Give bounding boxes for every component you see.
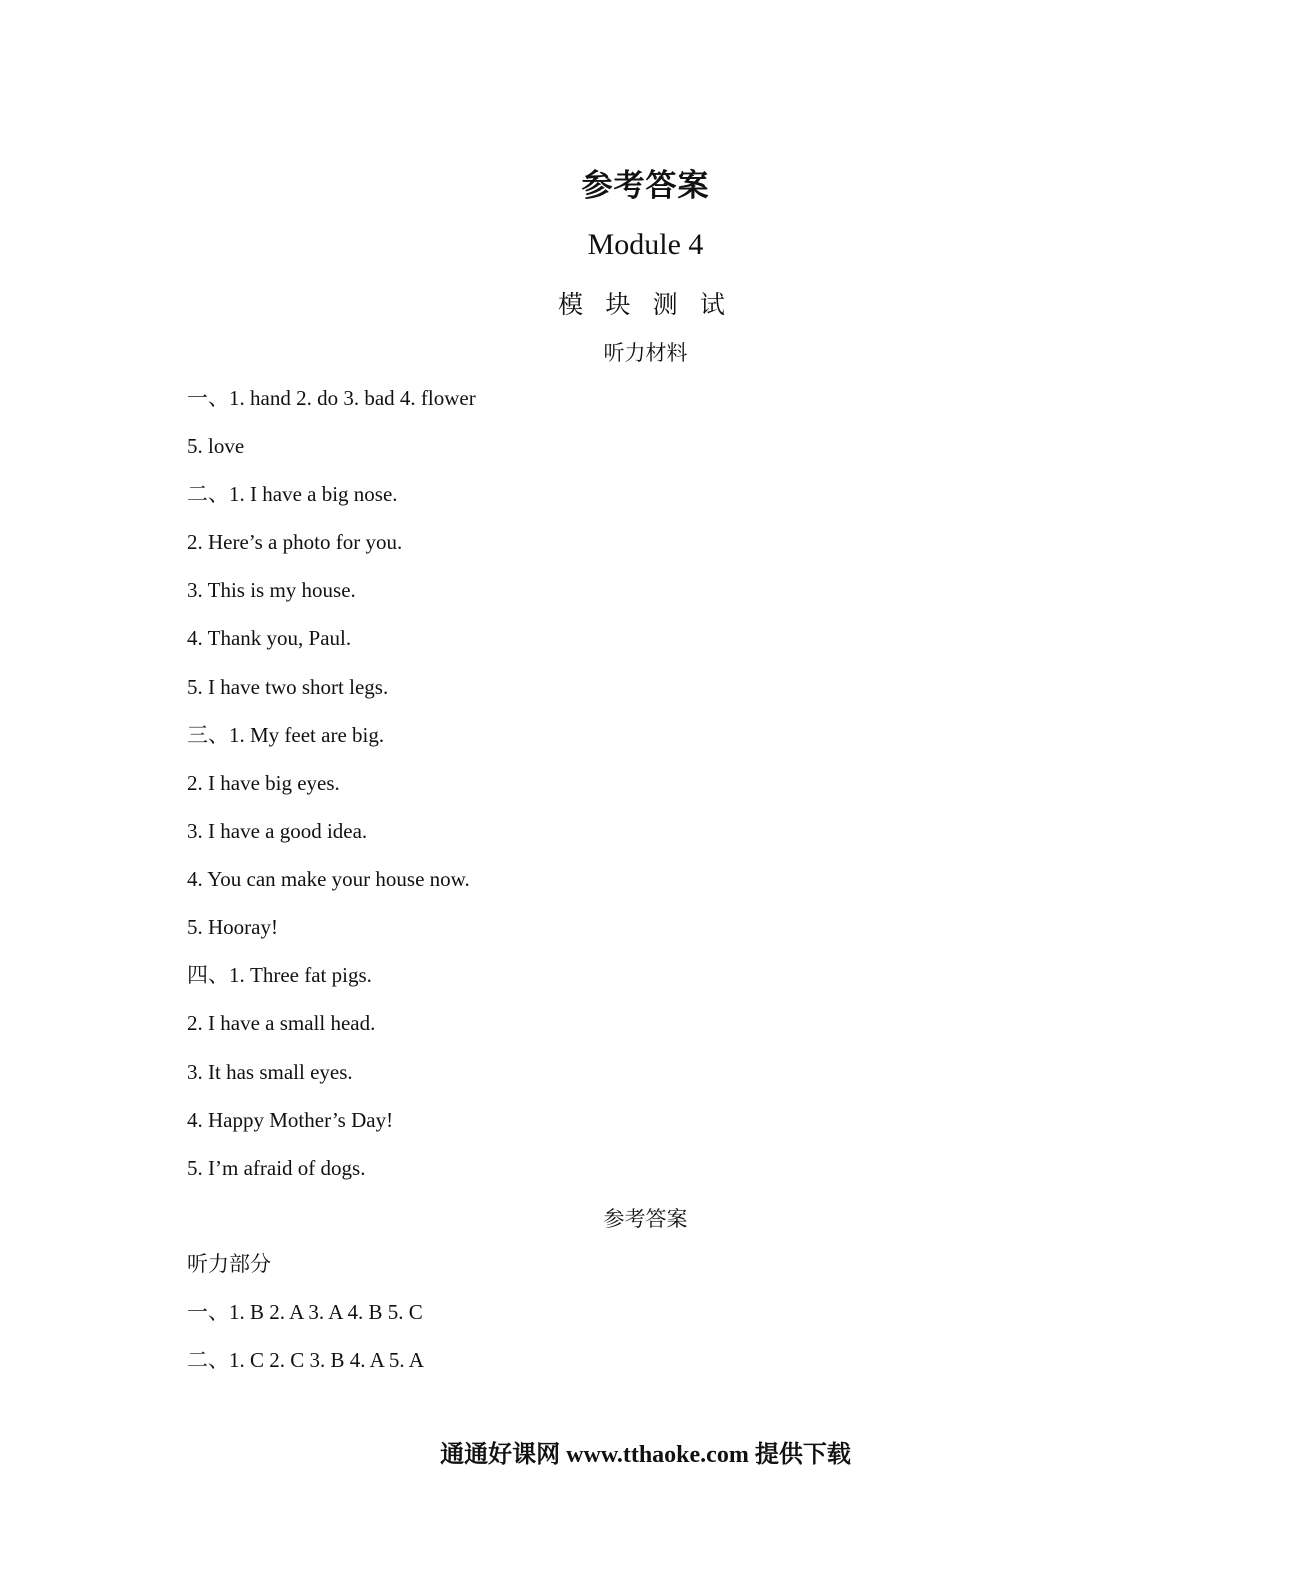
listening-part-label: 听力部分 xyxy=(187,1252,271,1276)
answers-heading: 参考答案 xyxy=(603,1207,688,1231)
material-line: 5. I’m afraid of dogs. xyxy=(187,1156,366,1180)
material-line: 4. Happy Mother’s Day! xyxy=(187,1108,394,1132)
material-line: 3. I have a good idea. xyxy=(187,819,368,843)
material-line: 5. love xyxy=(187,434,245,458)
material-line: 3. This is my house. xyxy=(187,578,356,602)
material-line: 2. I have a small head. xyxy=(187,1011,376,1035)
material-line: 四、1. Three fat pigs. xyxy=(187,963,372,987)
footer-download-note: 通通好课网 www.tthaoke.com 提供下载 xyxy=(440,1442,851,1468)
material-line: 4. Thank you, Paul. xyxy=(187,626,352,650)
material-line: 2. I have big eyes. xyxy=(187,771,340,795)
material-line: 一、1. hand 2. do 3. bad 4. flower xyxy=(187,386,476,410)
material-line: 2. Here’s a photo for you. xyxy=(187,530,403,554)
answer-line: 一、1. B 2. A 3. A 4. B 5. C xyxy=(187,1300,423,1324)
material-line: 5. I have two short legs. xyxy=(187,675,389,699)
material-line: 三、1. My feet are big. xyxy=(187,723,385,747)
material-line: 3. It has small eyes. xyxy=(187,1060,353,1084)
material-line: 二、1. I have a big nose. xyxy=(187,482,398,506)
material-line: 5. Hooray! xyxy=(187,915,278,939)
answer-line: 二、1. C 2. C 3. B 4. A 5. A xyxy=(187,1348,424,1372)
test-subtitle: 模 块 测 试 xyxy=(558,292,733,319)
material-line: 4. You can make your house now. xyxy=(187,867,470,891)
listening-material-heading: 听力材料 xyxy=(603,341,688,365)
module-heading: Module 4 xyxy=(587,228,704,261)
page-title: 参考答案 xyxy=(581,168,710,203)
